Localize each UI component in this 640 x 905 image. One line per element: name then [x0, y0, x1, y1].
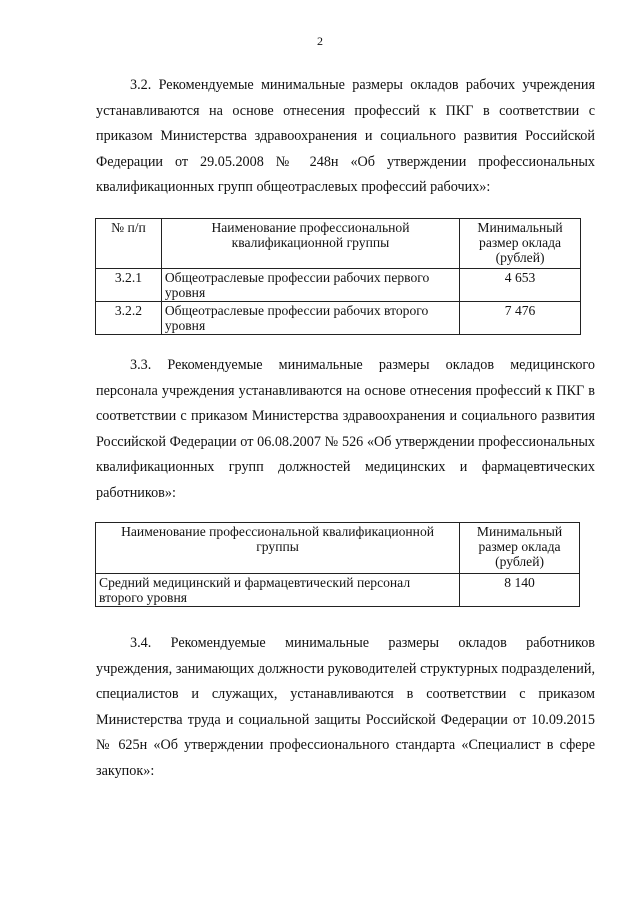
header-group-name: Наименование профессиональной квалификационной группы — [161, 219, 459, 269]
table-row — [96, 269, 581, 302]
paragraph-3-3 — [96, 353, 595, 506]
row-number: 3.2.1 — [96, 269, 162, 302]
table-row — [96, 574, 580, 607]
table-3-3 — [95, 522, 580, 607]
paragraph-3-4-text: 3.4. Рекомендуемые минимальные размеры окладов работников учреждения, занимающих должности руководителей структурных подразделений, специалистов и служащих, устанавливаются в соответствии с приказом Министерства труда и социальной защиты Российской Федерации от 10.09.2015 № 625н «Об утверждении профессионального стандарта «Специалист в сфере закупок»: — [96, 635, 595, 779]
paragraph-3-3-text: 3.3. Рекомендуемые минимальные размеры окладов медицинского персонала учреждения устанавливаются на основе отнесения профессий к ПКГ в соответствии с приказом Министерства здравоохранения и социального развития Российской Федерации от 06.08.2007 № 526 «Об утверждении профессиональных квалификационных групп должностей медицинских и фармацевтических работников»: — [96, 357, 595, 501]
paragraph-3-2-text: 3.2. Рекомендуемые минимальные размеры окладов рабочих учреждения устанавливаются на основе отнесения профессий к ПКГ в соответствии с приказом Министерства здравоохранения и социального развития Российской Федерации от 29.05.2008 № 248н «Об утверждении профессиональных квалификационных групп общеотраслевых профессий рабочих»: — [96, 77, 595, 195]
header-salary: Минимальный размер оклада (рублей) — [460, 219, 581, 269]
row-salary: 7 476 — [460, 302, 581, 335]
row-group-name: Общеотраслевые профессии рабочих первого уровня — [161, 269, 459, 302]
table-3-2 — [95, 218, 581, 335]
header-group-name: Наименование профессиональной квалификационной группы — [96, 523, 460, 574]
row-group-name: Общеотраслевые профессии рабочих второго уровня — [161, 302, 459, 335]
paragraph-3-2 — [96, 73, 595, 201]
table-row — [96, 302, 581, 335]
row-salary: 8 140 — [460, 574, 580, 607]
row-number: 3.2.2 — [96, 302, 162, 335]
table-header-row — [96, 219, 581, 269]
paragraph-3-4 — [96, 631, 595, 784]
table-header-row — [96, 523, 580, 574]
header-salary: Минимальный размер оклада (рублей) — [460, 523, 580, 574]
header-number: № п/п — [96, 219, 162, 269]
page-number: 2 — [317, 34, 323, 48]
row-group-name: Средний медицинский и фармацевтический персонал второго уровня — [96, 574, 460, 607]
row-salary: 4 653 — [460, 269, 581, 302]
